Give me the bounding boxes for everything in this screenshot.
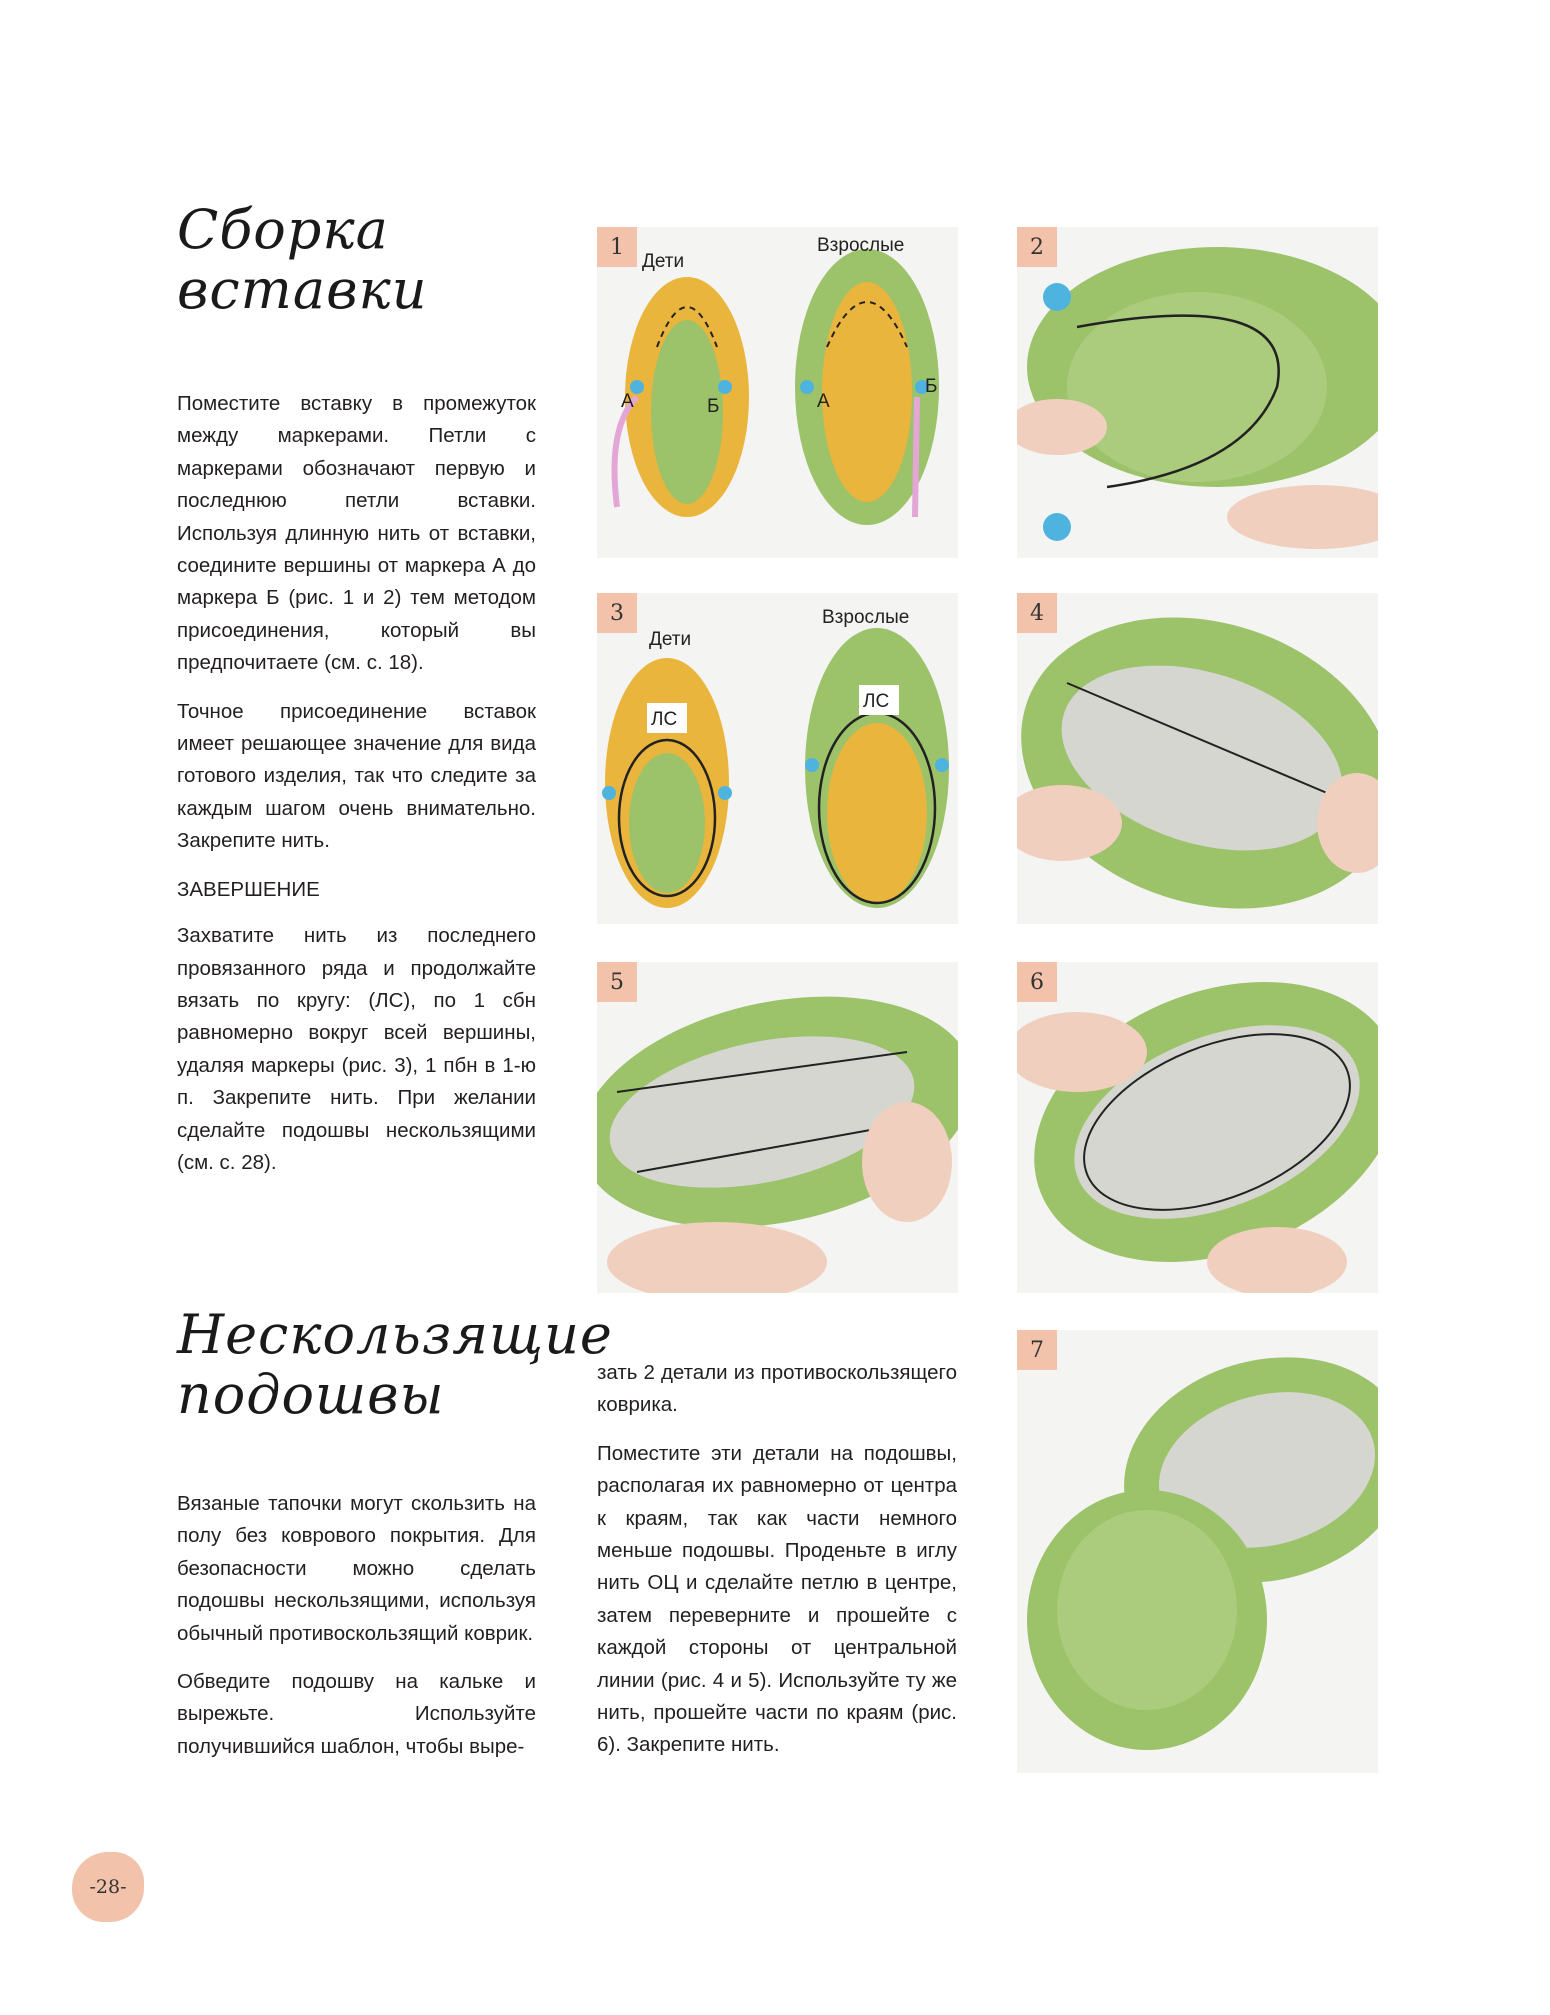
title-line: вставки [177, 258, 428, 321]
paragraph: Точное присоединение вставок имеет решающее значение для вида готового изделия, так что следите за каждым шагом очень внимательно. Закрепите нить. [177, 699, 536, 853]
step-number: 4 [1017, 593, 1057, 633]
label-adults: Взрослые [822, 607, 910, 628]
photo-step-5 [597, 962, 958, 1293]
step-number: 6 [1017, 962, 1057, 1002]
paragraph: Поместите эти детали на подошвы, располагая их равномерно от центра к краям, так как части немного меньше подошвы. Проденьте в иглу нить ОЦ и сделайте петлю в центре, затем переверните и прошейте с каждой стороны от центральной линии (рис. 4 и 5). Используйте ту же нить, прошейте части по краям (рис. 6). Закрепите нить. [597, 1441, 957, 1757]
label-marker-b: Б [707, 396, 720, 417]
instructions-column-1 [177, 388, 536, 1195]
subheading-finishing: ЗАВЕРШЕНИЕ [177, 877, 320, 901]
title-line: Сборка [177, 198, 389, 261]
paragraph: Захватите нить из последнего провязанного ряда и продолжайте вязать по кругу: (ЛС), по 1 сбн равномерно вокруг всей вершины, удаляя маркеры (рис. 3), 1 пбн в 1-ю п. Закрепите нить. При желании сделайте подошвы нескользящими (см. с. 28). [177, 924, 536, 1174]
joining-insert-illustration [1017, 227, 1378, 558]
page-number: -28- [72, 1852, 144, 1922]
stitching-center-illustration [597, 962, 958, 1293]
mat-on-sole-illustration [1017, 593, 1378, 924]
paragraph: зать 2 детали из противоскользящего коврика. [597, 1361, 957, 1417]
photo-step-3 [597, 593, 958, 924]
step-number: 2 [1017, 227, 1057, 267]
label-marker-b: Б [925, 376, 938, 397]
label-marker-a: А [817, 391, 830, 412]
paragraph: Вязаные тапочки могут скользить на полу без коврового покрытия. Для безопасности можно сделать подошвы нескользящими, используя обычный противоскользящий коврик. [177, 1492, 536, 1645]
label-adults: Взрослые [817, 235, 905, 256]
photo-step-1 [597, 227, 958, 558]
section-title-nonslip-soles [177, 1305, 613, 1425]
step-number: 3 [597, 593, 637, 633]
title-line: подошвы [177, 1363, 445, 1426]
photo-step-6 [1017, 962, 1378, 1293]
label-kids: Дети [642, 251, 685, 272]
stitching-edges-illustration [1017, 962, 1378, 1293]
paragraph: Поместите вставку в промежуток между маркерами. Петли с маркерами обозначают первую и последнюю петли вставки. Используя длинную нить от вставки, соедините вершины от маркера А до маркера Б (рис. 1 и 2) тем методом присоединения, который вы предпочитаете (см. с. 18). [177, 392, 536, 675]
photo-step-2 [1017, 227, 1378, 558]
label-kids: Дети [649, 629, 692, 650]
label-marker-a: А [621, 391, 634, 412]
photo-step-4 [1017, 593, 1378, 924]
photo-step-7 [1017, 1330, 1378, 1773]
slippers-with-markers-illustration [597, 227, 958, 558]
step-number: 5 [597, 962, 637, 1002]
section-title-insert-assembly [177, 200, 428, 320]
title-line: Нескользящие [177, 1303, 613, 1366]
paragraph: Обведите подошву на кальке и вырежьте. Используйте получившийся шаблон, чтобы выре- [177, 1670, 536, 1758]
step-number: 1 [597, 227, 637, 267]
label-rs: ЛС [863, 691, 890, 712]
step-number: 7 [1017, 1330, 1057, 1370]
finishing-round-illustration [597, 593, 958, 924]
instructions-column-1b [177, 1488, 536, 1779]
label-rs: ЛС [651, 709, 678, 730]
finished-slippers-illustration [1017, 1330, 1378, 1773]
instructions-column-2 [597, 1357, 957, 1778]
